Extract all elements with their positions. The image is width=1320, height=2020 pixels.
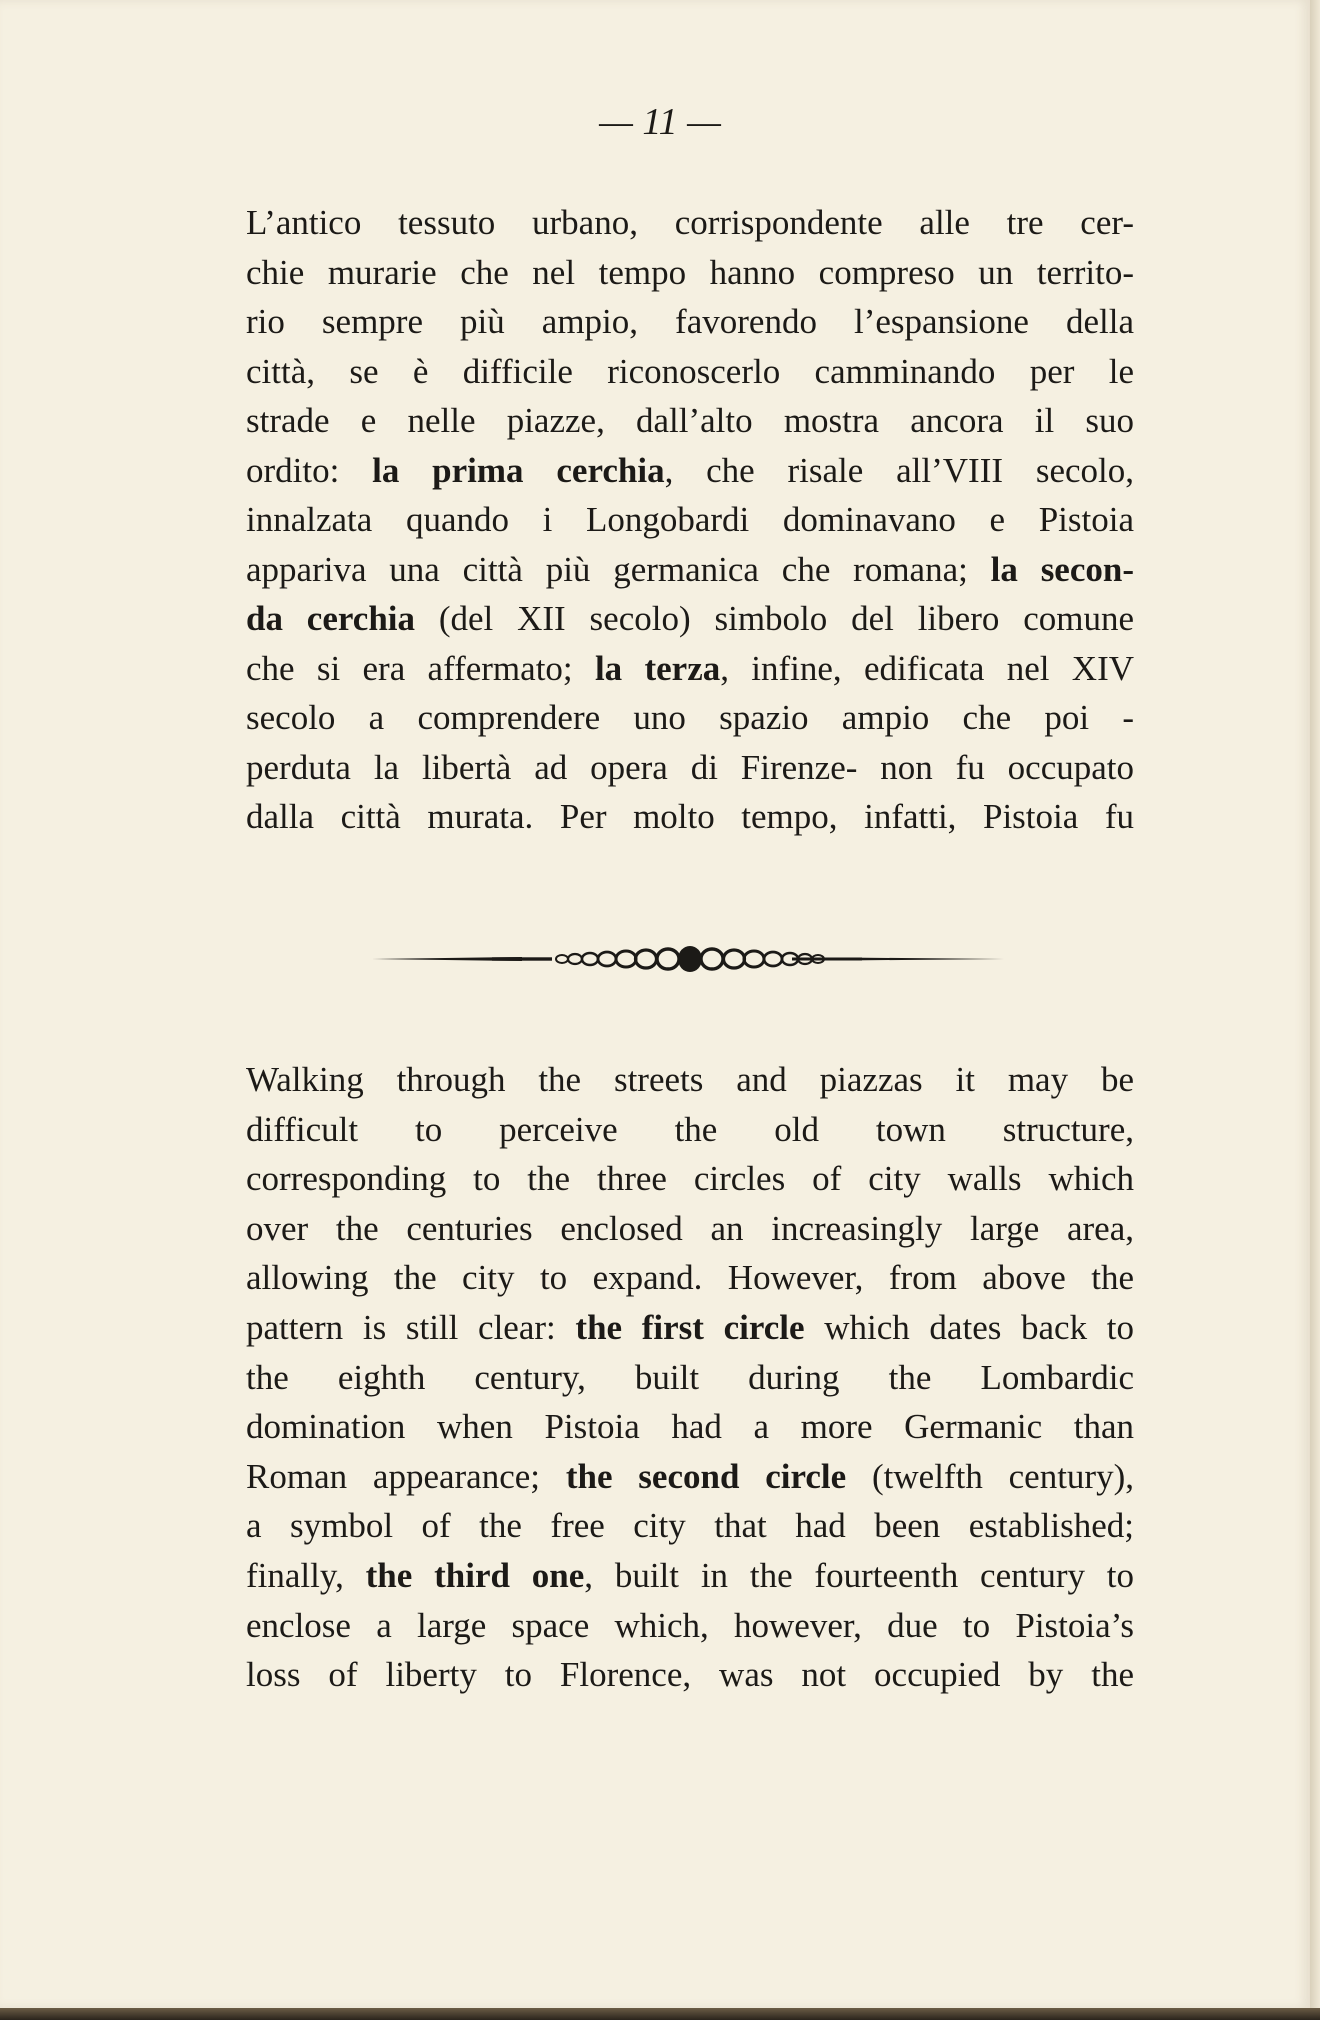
text-segment: difficult to perceive the old town structure, (246, 1109, 1134, 1149)
text-segment: Walking through the streets and piazzas it may be (246, 1060, 1134, 1099)
text-segment: allowing the city to expand. However, from above the (246, 1258, 1134, 1298)
text-line (246, 1402, 1134, 1452)
text-segment: which dates back to (804, 1307, 1134, 1347)
english-paragraph (246, 1055, 1134, 1700)
text-segment: città, se è difficile riconoscerlo camminando per le (246, 351, 1134, 391)
text-segment: pattern is still clear: (246, 1307, 576, 1347)
text-segment: Roman appearance; (246, 1456, 566, 1496)
text-line (246, 347, 1134, 397)
text-line (246, 1650, 1134, 1700)
text-line (246, 594, 1134, 644)
text-segment: finally, (246, 1555, 366, 1595)
text-line (246, 396, 1134, 446)
text-line (246, 495, 1134, 545)
text-segment: , infine, edificata nel XIV (720, 648, 1135, 688)
text-line (246, 1551, 1134, 1601)
text-segment: rio sempre più ampio, favorendo l’espansione della (246, 302, 1134, 341)
text-line (246, 693, 1134, 743)
text-line (246, 1452, 1134, 1502)
bold-text-segment: la terza (594, 648, 721, 688)
text-line (246, 1154, 1134, 1204)
text-segment: innalzata quando i Longobardi dominavano e Pistoia (246, 500, 1134, 539)
text-line (246, 1353, 1134, 1403)
text-segment: perduta la libertà ad opera di Firenze- non fu occupato (246, 747, 1134, 787)
text-segment: corresponding to the three circles of city walls which (246, 1159, 1134, 1199)
text-segment: chie murarie che nel tempo hanno compreso un territo- (246, 252, 1134, 292)
page-number: — 11 — (599, 101, 721, 143)
decorative-divider-icon (372, 944, 1004, 974)
text-segment: domination when Pistoia had a more Germanic than (246, 1407, 1134, 1447)
text-line (246, 1601, 1134, 1651)
bold-text-segment: da cerchia (246, 599, 416, 638)
page-edge (1310, 0, 1320, 2020)
italian-paragraph (246, 198, 1134, 842)
text-segment: L’antico tessuto urbano, corrispondente alle tre cer- (246, 203, 1134, 242)
text-segment: a symbol of the free city that had been established; (246, 1506, 1134, 1546)
text-segment: , built in the fourteenth century to (584, 1555, 1135, 1595)
text-segment: secolo a comprendere uno spazio ampio che poi - (246, 698, 1134, 737)
bold-text-segment: the second circle (565, 1456, 847, 1496)
text-segment: che si era affermato; (246, 648, 595, 688)
text-line (246, 1204, 1134, 1254)
text-line (246, 1253, 1134, 1303)
text-segment: ordito: (246, 450, 373, 490)
text-segment: (twelfth century), (846, 1456, 1134, 1496)
text-line (246, 743, 1134, 793)
text-line (246, 297, 1134, 347)
bold-text-segment: the third one (365, 1555, 585, 1595)
text-segment: appariva una città più germanica che romana; (246, 549, 991, 589)
text-line (246, 1303, 1134, 1353)
text-line (246, 792, 1134, 842)
bold-text-segment: la secon- (990, 549, 1135, 589)
text-segment: enclose a large space which, however, due to Pistoia’s (246, 1605, 1134, 1645)
text-line (246, 1055, 1134, 1105)
text-line (246, 446, 1134, 496)
text-line (246, 1501, 1134, 1551)
text-segment: the eighth century, built during the Lombardic (246, 1357, 1134, 1397)
page-bottom-edge (0, 2008, 1320, 2020)
text-line (246, 545, 1134, 595)
bold-text-segment: the first circle (575, 1307, 805, 1347)
text-line (246, 198, 1134, 248)
text-segment: , che risale all’VIII secolo, (664, 450, 1134, 490)
bold-text-segment: la prima cerchia (372, 450, 665, 490)
text-segment: dalla città murata. Per molto tempo, infatti, Pistoia fu (246, 797, 1134, 836)
text-line (246, 248, 1134, 298)
text-line (246, 1105, 1134, 1155)
text-segment: over the centuries enclosed an increasingly large area, (246, 1208, 1134, 1248)
text-segment: strade e nelle piazze, dall’alto mostra ancora il suo (246, 401, 1134, 440)
text-segment: loss of liberty to Florence, was not occupied by the (246, 1655, 1134, 1695)
text-segment: (del XII secolo) simbolo del libero comune (415, 599, 1134, 638)
text-line (246, 644, 1134, 694)
